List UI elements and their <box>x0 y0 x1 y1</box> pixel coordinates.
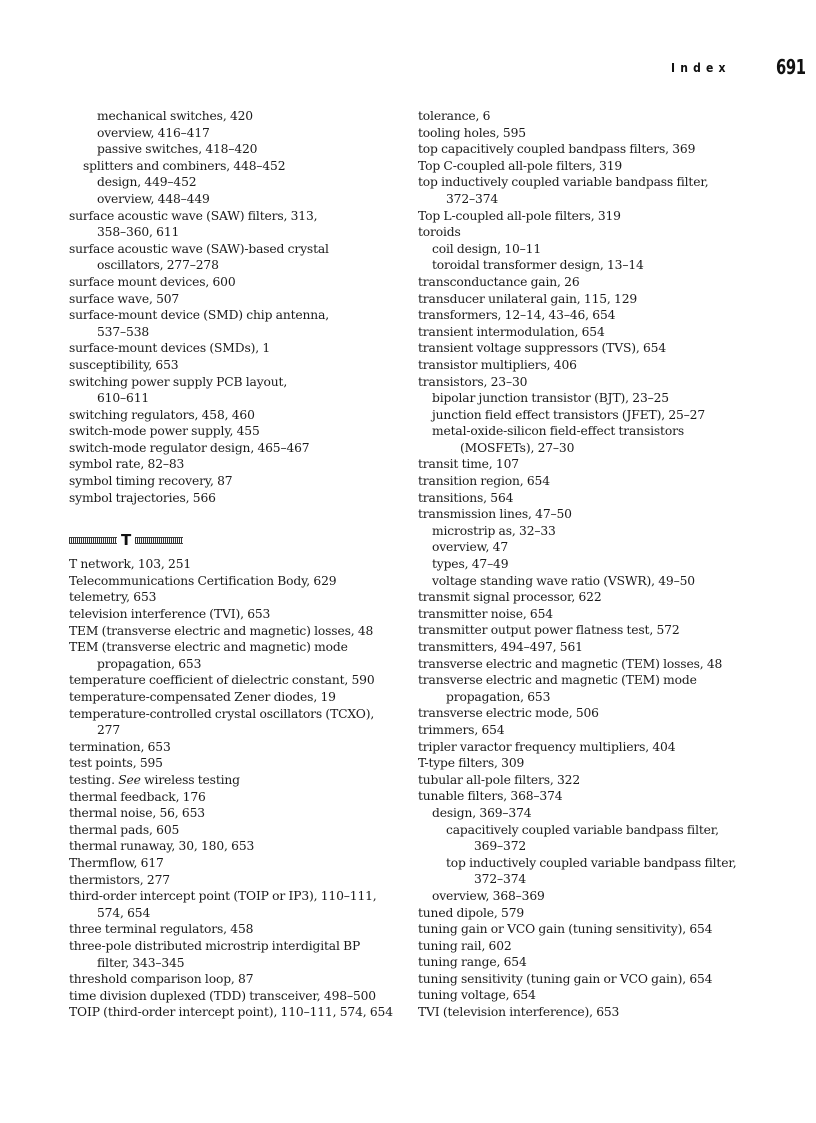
index-entry: thermal pads, 605 <box>69 822 180 837</box>
index-entry: top inductively coupled variable bandpass filter, <box>446 855 737 870</box>
index-entry: voltage standing wave ratio (VSWR), 49–50 <box>432 573 695 588</box>
index-entry: surface acoustic wave (SAW) filters, 313, <box>69 208 318 223</box>
index-entry: transconductance gain, 26 <box>418 274 580 289</box>
index-entry: 369–372 <box>474 839 527 854</box>
index-entry: third-order intercept point (TOIP or IP3), 110–111, <box>69 889 377 904</box>
index-entry: transient intermodulation, 654 <box>418 324 605 339</box>
index-entries-s <box>69 108 399 506</box>
index-entry: design, 369–374 <box>432 805 532 820</box>
index-entry: transmit signal processor, 622 <box>418 590 602 605</box>
index-entry: surface-mount devices (SMDs), 1 <box>69 341 271 356</box>
index-entry: overview, 416–417 <box>97 125 210 140</box>
index-entry: tolerance, 6 <box>418 109 491 123</box>
index-entry: (MOSFETs), 27–30 <box>460 440 575 455</box>
entry-text: wireless testing <box>140 772 240 787</box>
index-entry: tuned dipole, 579 <box>418 905 525 920</box>
index-entry: switching regulators, 458, 460 <box>69 407 255 422</box>
index-entry: time division duplexed (TDD) transceiver, 498–500 <box>69 988 376 1003</box>
index-entry: overview, 448–449 <box>97 191 210 206</box>
index-entry: transient voltage suppressors (TVS), 654 <box>418 341 667 356</box>
index-entry: thermal runaway, 30, 180, 653 <box>69 839 255 854</box>
index-entry: temperature coefficient of dielectric constant, 590 <box>69 673 375 688</box>
index-entry: telemetry, 653 <box>69 590 157 605</box>
index-entry: design, 449–452 <box>97 175 197 190</box>
index-entry: trimmers, 654 <box>418 722 505 737</box>
index-entry: capacitively coupled variable bandpass filter, <box>446 822 719 837</box>
index-entry: TOIP (third-order intercept point), 110–111, 574, 654 <box>69 1005 393 1020</box>
index-entry: surface-mount device (SMD) chip antenna, <box>69 308 330 323</box>
index-entry: 372–374 <box>446 191 499 206</box>
index-entry: Thermflow, 617 <box>69 855 164 870</box>
index-entry: television interference (TVI), 653 <box>69 607 271 622</box>
index-entry: tuning sensitivity (tuning gain or VCO gain), 654 <box>418 971 713 986</box>
index-entry: thermal noise, 56, 653 <box>69 806 205 821</box>
index-entry: 574, 654 <box>97 905 151 920</box>
index-entry: surface mount devices, 600 <box>69 274 236 289</box>
index-entry: tuning gain or VCO gain (tuning sensitivity), 654 <box>418 922 713 937</box>
index-entry: symbol trajectories, 566 <box>69 490 216 505</box>
index-entry: temperature-controlled crystal oscillators (TCXO), <box>69 706 375 721</box>
index-entry: T-type filters, 309 <box>418 756 525 771</box>
index-entry: metal-oxide-silicon field-effect transistors <box>432 424 684 439</box>
index-entry: splitters and combiners, 448–452 <box>83 158 286 173</box>
index-entry: tunable filters, 368–374 <box>418 789 563 804</box>
index-entry: microstrip as, 32–33 <box>432 523 556 538</box>
index-entry: three terminal regulators, 458 <box>69 922 254 937</box>
section-rule-right <box>135 537 183 544</box>
index-entry: transverse electric and magnetic (TEM) mode <box>418 673 697 688</box>
index-entry: thermistors, 277 <box>69 872 170 887</box>
index-entry: surface wave, 507 <box>69 291 180 306</box>
index-entry: surface acoustic wave (SAW)-based crystal <box>69 241 329 256</box>
index-column-right <box>418 108 780 1021</box>
index-entry: transmitters, 494–497, 561 <box>418 640 583 654</box>
index-entry: threshold comparison loop, 87 <box>69 972 254 987</box>
section-rule-left <box>69 537 117 544</box>
index-entry: three-pole distributed microstrip interdigital BP <box>69 938 361 953</box>
index-entry: toroids <box>418 225 461 240</box>
index-entry: transmitter output power flatness test, 572 <box>418 623 680 638</box>
index-entry: TVI (television interference), 653 <box>418 1005 620 1020</box>
index-entry: tooling holes, 595 <box>418 125 526 140</box>
index-entry: TEM (transverse electric and magnetic) losses, 48 <box>69 623 374 638</box>
index-entry: 610–611 <box>97 391 150 406</box>
index-entry: 358–360, 611 <box>97 225 180 240</box>
index-entry: tubular all-pole filters, 322 <box>418 772 581 787</box>
index-entry: tuning range, 654 <box>418 955 527 970</box>
index-entry: switch-mode power supply, 455 <box>69 424 260 439</box>
index-entry: symbol rate, 82–83 <box>69 457 185 472</box>
index-entry: temperature-compensated Zener diodes, 19 <box>69 690 336 704</box>
index-entry: transistor multipliers, 406 <box>418 357 577 372</box>
index-entry: transverse electric and magnetic (TEM) losses, 48 <box>418 656 723 671</box>
index-entry: transit time, 107 <box>418 457 519 472</box>
index-entry: tripler varactor frequency multipliers, 404 <box>418 739 676 754</box>
index-entry: transverse electric mode, 506 <box>418 706 599 721</box>
index-entry: T network, 103, 251 <box>69 557 192 572</box>
entry-text: testing. <box>69 772 119 787</box>
page-number: 691 <box>776 55 806 79</box>
index-entry: mechanical switches, 420 <box>97 109 253 123</box>
index-entry: tuning voltage, 654 <box>418 988 536 1003</box>
index-entry: transducer unilateral gain, 115, 129 <box>418 291 638 306</box>
index-entry: termination, 653 <box>69 739 171 754</box>
index-entry: susceptibility, 653 <box>69 357 179 372</box>
see-reference: See <box>118 772 141 787</box>
index-entry: 277 <box>97 723 121 738</box>
index-entries-t <box>69 556 399 1021</box>
index-entry: types, 47–49 <box>432 557 509 572</box>
index-column-left <box>69 108 399 1021</box>
index-entry: switch-mode regulator design, 465–467 <box>69 440 310 455</box>
index-entry: Top C-coupled all-pole filters, 319 <box>418 158 623 173</box>
index-entry: test points, 595 <box>69 756 163 771</box>
running-header-section: Index <box>671 61 731 75</box>
index-entry: overview, 47 <box>432 540 508 555</box>
index-entry <box>69 772 399 789</box>
index-entry: coil design, 10–11 <box>432 241 542 256</box>
index-entry: TEM (transverse electric and magnetic) mode <box>69 640 348 655</box>
index-entries-t-continued <box>418 108 780 1021</box>
index-entry: transmission lines, 47–50 <box>418 507 572 522</box>
index-entry: junction field effect transistors (JFET), 25–27 <box>432 407 706 422</box>
index-entry: tuning rail, 602 <box>418 938 512 953</box>
index-entry: transmitter noise, 654 <box>418 606 553 621</box>
index-entry: Telecommunications Certification Body, 629 <box>69 573 337 588</box>
index-entry: bipolar junction transistor (BJT), 23–25 <box>432 391 669 406</box>
index-entry: transistors, 23–30 <box>418 374 528 389</box>
index-entry: oscillators, 277–278 <box>97 258 219 273</box>
index-entry: 537–538 <box>97 324 150 339</box>
index-entry: overview, 368–369 <box>432 888 545 903</box>
index-entry: passive switches, 418–420 <box>97 142 258 157</box>
index-entry: top capacitively coupled bandpass filters, 369 <box>418 142 696 157</box>
index-entry: propagation, 653 <box>97 656 202 671</box>
index-entry: top inductively coupled variable bandpass filter, <box>418 175 709 190</box>
index-entry: transitions, 564 <box>418 490 514 505</box>
index-entry: toroidal transformer design, 13–14 <box>432 258 644 273</box>
index-entry: thermal feedback, 176 <box>69 789 206 804</box>
section-heading-t <box>69 530 399 550</box>
index-entry: transformers, 12–14, 43–46, 654 <box>418 308 616 323</box>
index-entry: Top L-coupled all-pole filters, 319 <box>418 208 621 223</box>
index-entry: transition region, 654 <box>418 474 550 489</box>
index-entry: filter, 343–345 <box>97 955 185 970</box>
index-entry: propagation, 653 <box>446 689 551 704</box>
index-entry: symbol timing recovery, 87 <box>69 474 233 489</box>
section-letter: T <box>121 531 132 550</box>
index-entry: 372–374 <box>474 872 527 887</box>
index-entry: switching power supply PCB layout, <box>69 374 288 389</box>
